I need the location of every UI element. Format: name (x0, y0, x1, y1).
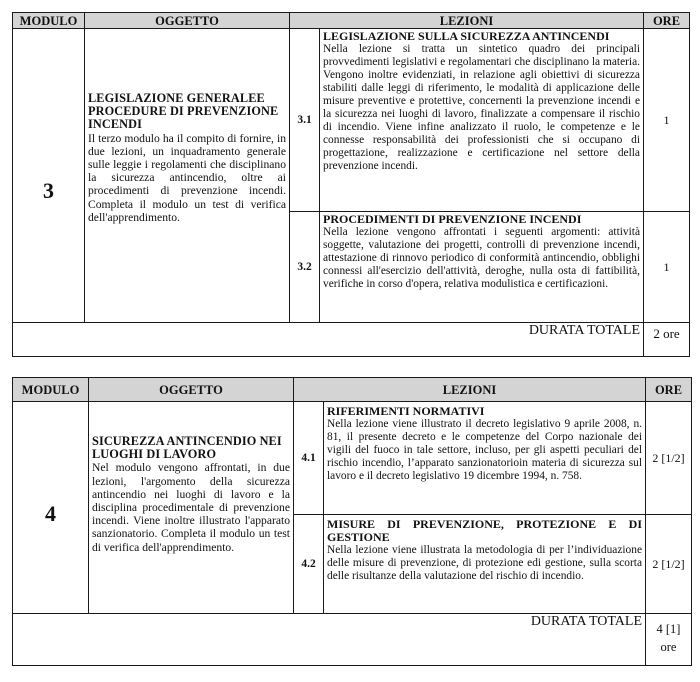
header-oggetto: OGGETTO (89, 378, 294, 402)
lesson-number: 3.1 (290, 29, 320, 212)
lesson-number: 4.1 (294, 402, 324, 515)
module-description (85, 29, 290, 323)
header-ore: ORE (646, 378, 692, 402)
total-duration-label: DURATA TOTALE (13, 614, 646, 666)
lesson-text: Nella lezione viene illustrato il decreto legislativo 9 aprile 2008, n. 81, il presente decreto e le competenze del Corpo nazionale dei vigili del fuoco in tale settore, incluso, per gli aspetti peculiari del rischio incendio, l’apparato sanzionatorioin materia di sicurezza sul lavoro e il decreto legislativo 19 dicembre 1994, n. 758. (327, 418, 642, 483)
total-row (13, 614, 692, 666)
lesson-text: Nella lezione si tratta un sintetico quadro dei principali provvedimenti legislativi e regolamentari che disciplinano la materia. Vengono inoltre evidenziati, in relazione agli obiettivi di sicurezza stabiliti dalle leggi di riferimento, le modalità di applicazione delle misure preventive e protettive, concernenti la prevenzione incendi e la sicurezza nei luoghi di lavoro, finalizzate a compensare il rischio di incendio. Viene infine analizzato il ruolo, le competenze e le connesse responsabilità dei professionisti che si occupano di progettazione, realizzazione e certificazione nel settore della prevenzione incendi. (323, 43, 640, 173)
lesson-title: MISURE DI PREVENZIONE, PROTEZIONE E DI GESTIONE (327, 517, 642, 545)
header-modulo: MODULO (13, 13, 85, 29)
total-duration-label: DURATA TOTALE (13, 323, 644, 357)
total-duration-unit: ore (660, 640, 677, 654)
module-description (89, 402, 294, 614)
module-3-table (12, 12, 690, 357)
lesson-title: PROCEDIMENTI DI PREVENZIONE INCENDI (323, 212, 582, 226)
lesson-title: RIFERIMENTI NORMATIVI (327, 404, 485, 418)
module-title: LEGISLAZIONE GENERALEE PROCEDURE DI PREVENZIONE INCENDI (88, 91, 279, 132)
lesson-title: LEGISLAZIONE SULLA SICUREZZA ANTINCENDI (323, 29, 610, 43)
total-duration-hours: 4 [1] (656, 622, 681, 636)
lesson-number: 4.2 (294, 515, 324, 614)
lesson-hours: 2 [1/2] (646, 402, 692, 515)
lesson-text: Nella lezione viene illustrata la metodologia di per l’individuazione delle misure di prevenzione, di protezione edi gestione, sulla scorta delle risultanze della valutazione del rischio di incendio. (327, 544, 642, 583)
table-header-row (13, 378, 692, 402)
header-modulo: MODULO (13, 378, 89, 402)
module-summary: Il terzo modulo ha il compito di fornire, in due lezioni, un inquadramento generale sulle leggie i regolamenti che disciplinano la sicurezza antincendio, oltre ai procedimenti di prevenzione incendi. Completa il modulo un test di verifica dell'apprendimento. (88, 131, 286, 224)
lesson-text: Nella lezione vengono affrontati i seguenti argomenti: attività soggette, valutazione dei progetti, controlli di prevenzione incendi, attestazione di rinnovo periodico di conformità antincendio, obblighi connessi all'esercizio dell'attività, deroghe, nulla osta di fattibilità, verifiche in corso d'opera, relativa modulistica e certificazioni. (323, 226, 640, 291)
header-lezioni: LEZIONI (294, 378, 646, 402)
lesson-hours: 1 (644, 212, 690, 323)
lesson-row (13, 402, 692, 515)
lesson-row (13, 29, 690, 212)
module-number: 3 (13, 29, 85, 323)
total-row (13, 323, 690, 357)
module-4-table (12, 377, 692, 666)
lesson-content (320, 212, 644, 323)
lesson-content (324, 402, 646, 515)
lesson-number: 3.2 (290, 212, 320, 323)
lesson-content (324, 515, 646, 614)
total-duration-value (646, 614, 692, 666)
lesson-hours: 1 (644, 29, 690, 212)
lesson-content (320, 29, 644, 212)
header-lezioni: LEZIONI (290, 13, 644, 29)
module-summary: Nel modulo vengono affrontati, in due lezioni, l'argomento della sicurezza antincendio nei luoghi di lavoro e la disciplina procedimentale di prevenzione incendi. Viene inoltre illustrato l'apparato sanzionatorio. Completa il modulo un test di verifica dell'apprendimento. (92, 461, 290, 554)
header-oggetto: OGGETTO (85, 13, 290, 29)
total-duration-value: 2 ore (644, 323, 690, 357)
lesson-hours: 2 [1/2] (646, 515, 692, 614)
table-header-row (13, 13, 690, 29)
header-ore: ORE (644, 13, 690, 29)
module-number: 4 (13, 402, 89, 614)
module-title: SICUREZZA ANTINCENDIO NEI LUOGHI DI LAVORO (92, 434, 282, 462)
